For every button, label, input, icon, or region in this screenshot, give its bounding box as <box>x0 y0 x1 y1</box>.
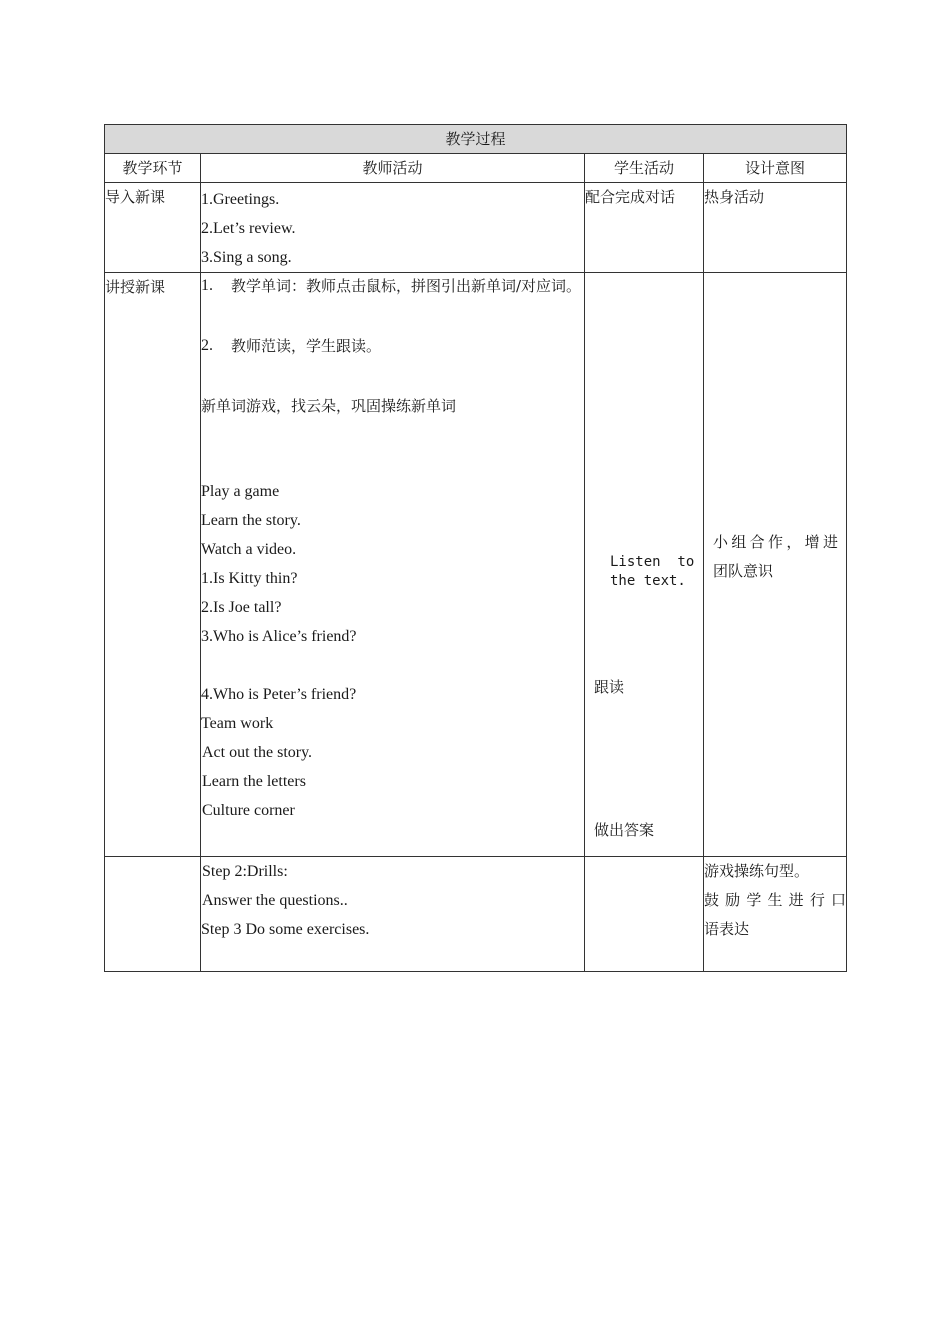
teacher-list <box>201 680 584 738</box>
item-text: 教学单词：教师点击鼠标，拼图引出新单词/对应词。 <box>231 277 582 295</box>
teacher-cell <box>201 183 585 273</box>
teacher-line: 1.Greetings. <box>201 191 280 208</box>
intent-cell <box>704 273 847 857</box>
intent-line: 鼓励学生进行口 <box>704 891 847 909</box>
stage-cell <box>105 183 201 273</box>
teacher-line: Watch a video. <box>201 541 297 558</box>
teacher-list <box>201 738 584 825</box>
intent-line: 语表达 <box>704 920 750 938</box>
teacher-line: 2.Is Joe tall? <box>201 599 282 616</box>
item-text: 教师范读，学生跟读。 <box>231 337 382 355</box>
teacher-line: Step 2:Drills: <box>202 863 288 880</box>
teacher-cell <box>201 273 585 857</box>
student-cell <box>585 273 704 857</box>
teacher-line: Team work <box>201 715 274 732</box>
follow-text: 跟读 <box>594 678 625 696</box>
header-teacher: 教师活动 <box>201 154 585 183</box>
teacher-line: Act out the story. <box>202 744 313 761</box>
stage-cell <box>105 273 201 857</box>
stage-label: 讲授新课 <box>105 278 166 296</box>
table-row <box>105 857 847 972</box>
intent-cell <box>704 857 847 972</box>
teacher-line: Play a game <box>201 483 280 500</box>
header-row <box>105 154 847 183</box>
header-student: 学生活动 <box>585 154 704 183</box>
numbered-item <box>201 331 584 361</box>
teacher-line: Learn the story. <box>201 512 301 529</box>
answer-text: 做出答案 <box>594 821 655 839</box>
student-text: 配合完成对话 <box>585 188 676 206</box>
student-cell <box>585 183 704 273</box>
student-cell <box>585 857 704 972</box>
teacher-line: 1.Is Kitty thin? <box>201 570 298 587</box>
teacher-list <box>201 477 584 651</box>
stage-cell <box>105 857 201 972</box>
teacher-line: Culture corner <box>202 802 295 819</box>
game-text: 新单词游戏，找云朵，巩固操练新单词 <box>201 397 457 415</box>
header-stage: 教学环节 <box>105 154 201 183</box>
listen-text: Listen to the text. <box>610 554 695 589</box>
numbered-item <box>201 271 584 301</box>
teacher-line: 2.Let’s review. <box>201 220 296 237</box>
teacher-line: 3.Sing a song. <box>201 249 292 266</box>
stage-label: 导入新课 <box>105 188 166 206</box>
teacher-line: Answer the questions.. <box>202 892 348 909</box>
teacher-line: Step 3 Do some exercises. <box>201 921 370 938</box>
teacher-cell <box>201 857 585 972</box>
teacher-line: 4.Who is Peter’s friend? <box>201 686 357 703</box>
intent-text: 小组合作，增进 团队意识 <box>713 533 839 580</box>
intent-line: 游戏操练句型。 <box>704 862 810 880</box>
table-row <box>105 273 847 857</box>
item-number: 2. <box>201 337 213 354</box>
teacher-line: 3.Who is Alice’s friend? <box>201 628 357 645</box>
table-title: 教学过程 <box>105 125 847 154</box>
teaching-process-table <box>104 124 847 972</box>
table-row <box>105 183 847 273</box>
intent-text: 热身活动 <box>704 188 765 206</box>
header-intent: 设计意图 <box>704 154 847 183</box>
intent-cell <box>704 183 847 273</box>
teacher-line: Learn the letters <box>202 773 306 790</box>
item-number: 1. <box>201 277 213 294</box>
